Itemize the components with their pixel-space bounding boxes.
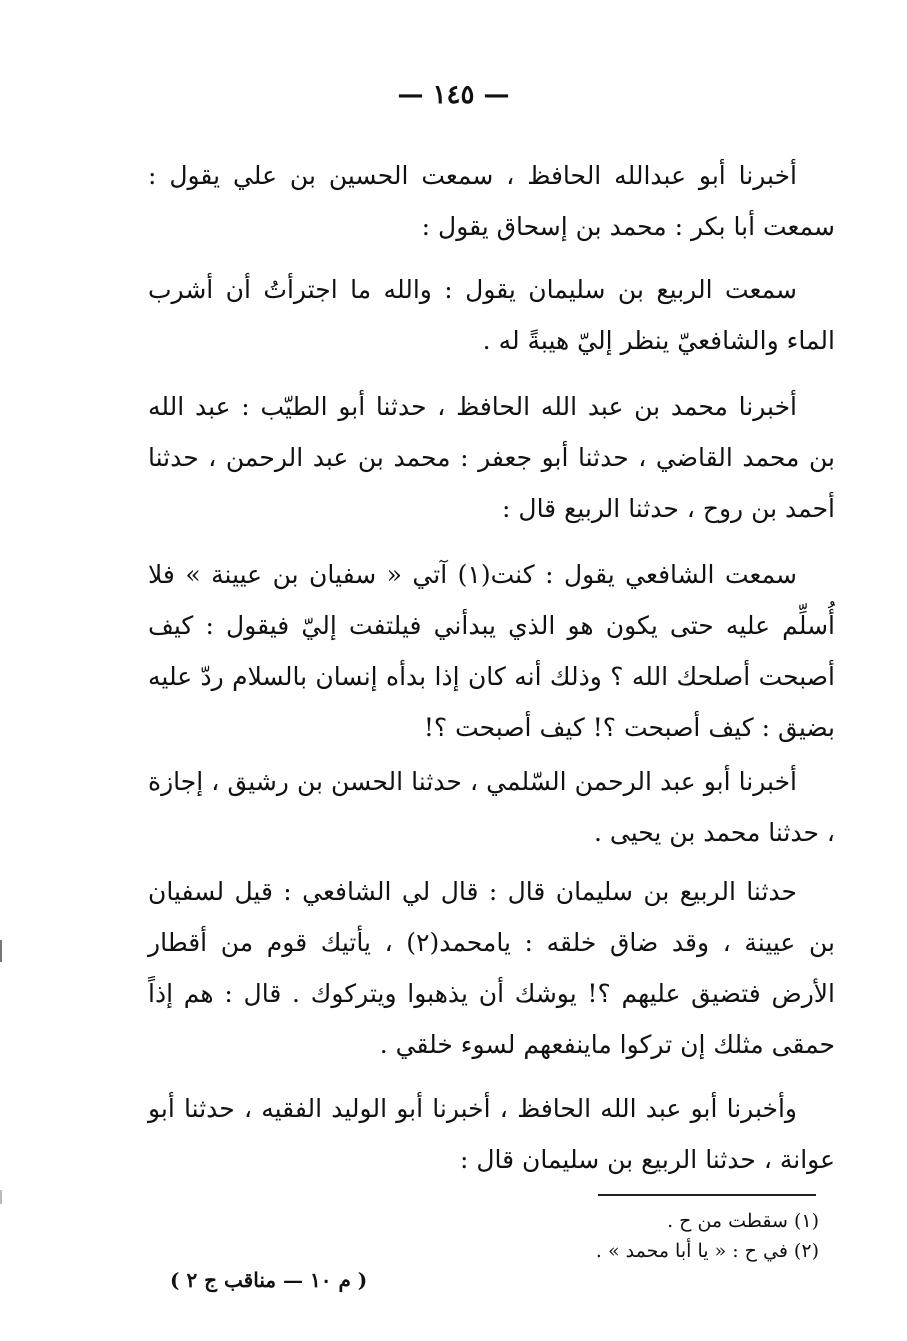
- paragraph-6: [148, 866, 835, 1070]
- footnote-divider: [598, 1194, 816, 1196]
- paragraph-text: أخبرنا أبو عبدالله الحافظ ، سمعت الحسين بن علي يقول : سمعت أبا بكر : محمد بن إسحاق يقول :: [148, 161, 835, 241]
- paragraph-text: سمعت الربيع بن سليمان يقول : والله ما اجترأتُ أن أشرب الماء والشافعيّ ينظر إليّ هيبةً له .: [148, 275, 835, 355]
- page-number: — ١٤٥ —: [397, 80, 510, 110]
- footnote-1: (١) سقطت من ح .: [667, 1210, 819, 1232]
- paragraph-7: [148, 1083, 835, 1185]
- paragraph-text: حدثنا الربيع بن سليمان قال : قال لي الشافعي : قيل لسفيان بن عيينة ، وقد ضاق خلقه : يامحمد(٢) ، يأتيك قوم من أقطار الأرض فتضيق عليهم ؟! يوشك أن يذهبوا ويتركوك . قال : هم إذاً حمقى مثلك إن تركوا ماينفعهم لسوء خلقي .: [148, 877, 835, 1059]
- paragraph-text: وأخبرنا أبو عبد الله الحافظ ، أخبرنا أبو الوليد الفقيه ، حدثنا أبو عوانة ، حدثنا الربيع بن سليمان قال :: [148, 1094, 835, 1174]
- scan-edge-mark: [0, 1190, 2, 1204]
- paragraph-3: [148, 381, 835, 534]
- paragraph-4: [148, 549, 835, 753]
- printer-signature: ( م ١٠ — مناقب ج ٢ ): [170, 1268, 368, 1292]
- paragraph-text: سمعت الشافعي يقول : كنت(١) آتي « سفيان بن عيينة » فلا أُسلِّم عليه حتى يكون هو الذي يبدأني فيلتفت إليّ فيقول : كيف أصبحت أصلحك الله ؟ وذلك أنه كان إذا بدأه إنسان بالسلام ردّ عليه بضيق : كيف أصبحت ؟! كيف أصبحت ؟!: [148, 560, 835, 742]
- footnotes: [596, 1206, 819, 1266]
- paragraph-1: [148, 150, 835, 252]
- footnote-2: (٢) في ح : « يا أبا محمد » .: [595, 1240, 819, 1262]
- paragraph-2: [148, 264, 835, 366]
- paragraph-text: أخبرنا أبو عبد الرحمن السّلمي ، حدثنا الحسن بن رشيق ، إجازة ، حدثنا محمد بن يحيى .: [148, 767, 835, 847]
- scan-edge-mark: [0, 940, 2, 962]
- paragraph-5: [148, 756, 835, 858]
- paragraph-text: أخبرنا محمد بن عبد الله الحافظ ، حدثنا أبو الطيّب : عبد الله بن محمد القاضي ، حدثنا أبو جعفر : محمد بن عبد الرحمن ، حدثنا أحمد بن روح ، حدثنا الربيع قال :: [148, 392, 835, 523]
